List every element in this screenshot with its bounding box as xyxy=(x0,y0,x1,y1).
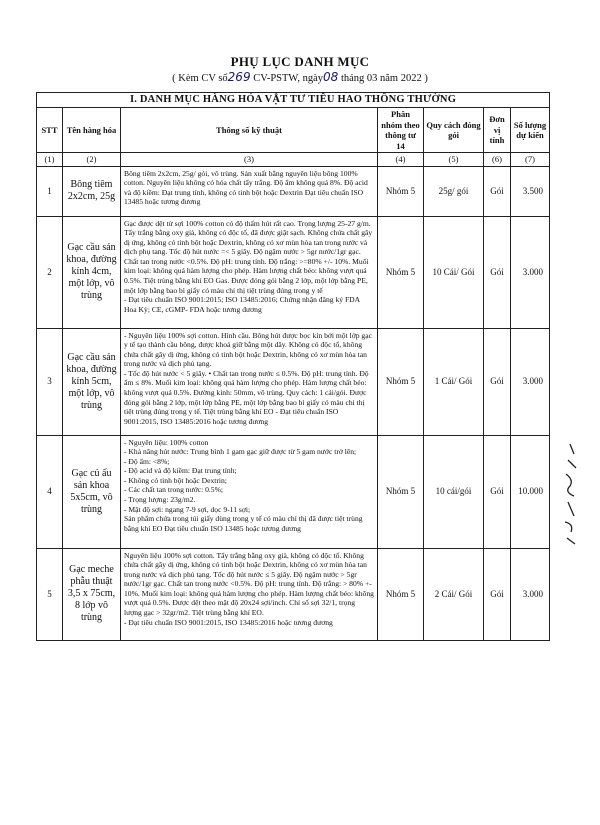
row-unit: Gói xyxy=(484,435,511,548)
row-stt: 1 xyxy=(37,166,63,216)
row-spec xyxy=(121,548,378,640)
spec-line: Sản phẩm chứa trong túi giấy dùng trong y tế có màu chỉ thị đã được tiệt trùng bằng khí EO Đạt tiêu chuẩn ISO 13485 hoặc tương đương xyxy=(124,514,363,533)
col-num: (5) xyxy=(424,153,484,167)
spec-line: - Đạt tiêu chuẩn ISO 9001:2015, ISO 13485:2016 hoặc tương đương xyxy=(124,617,333,627)
spec-line: - Không có tinh bột hoặc Dextrin; xyxy=(124,475,227,485)
subtitle-prefix: ( Kèm CV số xyxy=(172,73,228,84)
spec-line: - Đạt tiêu chuẩn ISO 9001:2015; ISO 13485:2016; Chứng nhận đăng ký FDA Hoa Kỳ; CE, cGMP- FDA hoặc tương đương xyxy=(124,295,360,314)
col-num: (1) xyxy=(37,153,63,167)
spec-line: - Trọng lượng: 23g/m2. xyxy=(124,495,196,505)
spec-line: - Nguyên liệu 100% sợi cotton. Hình cầu. Bông hút được bọc kín bởi một lớp gạc y tế tạo thành cầu bông, được khoá giữ bằng một dây. Không có độc tố, không chứa chất gây dị ứng, không có tinh bột hoặc Dextrin, không có xơ mùn hòa tan trong nước và dịch phủ tạng. xyxy=(124,330,372,369)
page-subtitle xyxy=(0,70,600,84)
table-row xyxy=(37,216,550,328)
goods-table xyxy=(36,92,550,641)
page-title: PHỤ LỤC DANH MỤC xyxy=(230,54,370,69)
col-num: (6) xyxy=(484,153,511,167)
row-name: Bông tiêm 2x2cm, 25g xyxy=(63,166,121,216)
row-group: Nhóm 5 xyxy=(378,548,424,640)
row-pack: 1 Cái/ Gói xyxy=(424,328,484,435)
col-num: (4) xyxy=(378,153,424,167)
row-group: Nhóm 5 xyxy=(378,328,424,435)
row-spec xyxy=(121,328,378,435)
row-stt: 2 xyxy=(37,216,63,328)
section-title: I. DANH MỤC HÀNG HÓA VẬT TƯ TIÊU HAO THÔNG THƯỜNG xyxy=(37,93,550,108)
spec-line: - Mật độ sợi: ngang 7-9 sợi, dọc 9-11 sợi; xyxy=(124,504,251,514)
row-group: Nhóm 5 xyxy=(378,216,424,328)
spec-line: - Độ ẩm: <8%; xyxy=(124,456,170,466)
col-num: (3) xyxy=(121,153,378,167)
row-spec xyxy=(121,166,378,216)
row-name: Gạc củ ấu sản khoa 5x5cm, vô trùng xyxy=(63,435,121,548)
row-unit: Gói xyxy=(484,216,511,328)
row-stt: 4 xyxy=(37,435,63,548)
row-qty: 3.500 xyxy=(511,166,550,216)
row-unit: Gói xyxy=(484,166,511,216)
header-row xyxy=(37,108,550,153)
row-pack: 2 Cái/ Gói xyxy=(424,548,484,640)
subtitle-mid: CV-PSTW, ngày xyxy=(253,73,324,84)
spec-line: Bông tiêm 2x2cm, 25g/ gói, vô trùng. Sản xuất bằng nguyên liệu bông 100% cotton. Nguyên liệu không có hóa chất tẩy trắng. Độ ẩm không quá 8%. Độ acid và độ kiềm: Đạt trung tính, không có tinh bột hoặc Dextrin Đạt tiêu chuẩn ISO 13485 hoặc tương đương xyxy=(124,168,368,207)
row-unit: Gói xyxy=(484,328,511,435)
row-pack: 10 cái/gói xyxy=(424,435,484,548)
row-unit: Gói xyxy=(484,548,511,640)
spec-line: - Các chất tan trong nước: 0.5%; xyxy=(124,485,224,495)
table-row xyxy=(37,548,550,640)
table-row xyxy=(37,328,550,435)
row-qty: 10.000 xyxy=(511,435,550,548)
row-spec xyxy=(121,216,378,328)
header-group: Phân nhóm theo thông tư 14 xyxy=(378,108,424,153)
section-row xyxy=(37,93,550,108)
spec-line: Nguyên liệu 100% sợi cotton. Tẩy trắng bằng oxy già, không có độc tố. Không chứa chất gây dị ứng, không có tinh bột hoặc Dextrin, không có xơ mùn hòa tan trong nước và dịch phủ tạng. Tốc độ hút nước ≤ 5 giây. Độ ngậm nước > 5gr nước/1gr gạc. Chất tan trong nước <0.5%. Độ pH: trung tính. Độ trắng: > 80% +- 10%. Muối kim loại: không quá hàm lượng cho phép. Hàm lượng chất béo: không vượt quá 0.5%. Được dệt theo mật độ 20x24 sợi/inch. Chỉ số sợi 32/1, trọng lượng gạc > 32gr/m2. Tiệt trùng bằng khí EO. xyxy=(124,550,374,618)
row-pack: 10 Cái/ Gói xyxy=(424,216,484,328)
row-name: Gạc cầu sản khoa, đường kính 5cm, một lớp, vô trùng xyxy=(63,328,121,435)
header-name: Tên hàng hóa xyxy=(63,108,121,153)
header-stt: STT xyxy=(37,108,63,153)
subtitle-suffix: tháng 03 năm 2022 ) xyxy=(340,73,428,84)
header-spec: Thông số kỹ thuật xyxy=(121,108,378,153)
cv-number: 269 xyxy=(227,70,251,84)
spec-line: - Tốc độ hút nước < 5 giây. • Chất tan trong nước ≤ 0.5%. Độ pH: trung tính. Độ ẩm ≤ 8%. Muối kim loại: không quá hàm lượng cho phép. Hàm lượng chất béo: không vượt quá 0.5%. Đường kính: 50mm, vô trùng. Quy cách: 1 cái/gói. Được đóng gói bằng 2 lớp, một lớp bằng PE, một lớp bằng bao bì giấy có màu chỉ thị tiệt trùng đúng trong y tế. Tiệt trùng bằng khí EO - Đạt tiêu chuẩn ISO 9001:2015, ISO 13485:2016 hoặc tương đương xyxy=(124,368,369,426)
row-stt: 5 xyxy=(37,548,63,640)
handwritten-margin-mark xyxy=(556,440,586,550)
header-qty: Số lượng dự kiến xyxy=(511,108,550,153)
row-qty: 3.000 xyxy=(511,328,550,435)
row-qty: 3.000 xyxy=(511,216,550,328)
table-row xyxy=(37,435,550,548)
col-num: (2) xyxy=(63,153,121,167)
column-number-row xyxy=(37,153,550,167)
spec-line: - Nguyên liệu: 100% cotton xyxy=(124,437,209,447)
day: 08 xyxy=(323,70,339,84)
spec-line: - Độ acid và độ kiềm: Đạt trung tính; xyxy=(124,466,237,476)
row-qty: 3.000 xyxy=(511,548,550,640)
header-unit: Đơn vị tính xyxy=(484,108,511,153)
row-name: Gạc cầu sản khoa, đường kính 4cm, một lớp, vô trùng xyxy=(63,216,121,328)
row-pack: 25g/ gói xyxy=(424,166,484,216)
spec-line: Gạc được dệt từ sợi 100% cotton có độ thấm hút rất cao. Trọng lượng 25-27 g/m. Tẩy trắng bằng oxy già, không có độc tố, đã được giặt sạch. Không chứa chất gây dị ứng, không có tinh bột hoặc Dextrin, không có xơ mùn hòa tan trong nước và dịch phụ tang. Tốc độ hút nước =< 5 giây. Độ ngậm nước > 5gr nước/1gr gạc. Chất tan trong nước <0.5%. Độ pH: trung tính. Độ trắng: >=80% +/- 10%. Muối kim loại: không quá hàm lượng cho phép. Hàm lượng chất béo: không vượt quá 0.5%. Tiệt trùng bằng khí EO Gas. Được đóng gói bằng 2 lớp, một lớp bằng PE, một lớp bằng bao bì giấy có màu chỉ thị tiệt trùng đúng trong y tế xyxy=(124,218,373,295)
row-name: Gạc meche phẫu thuật 3,5 x 75cm, 8 lớp vô trùng xyxy=(63,548,121,640)
row-stt: 3 xyxy=(37,328,63,435)
col-num: (7) xyxy=(511,153,550,167)
spec-line: - Khả năng hút nước: Trung bình 1 gam gạc giữ được từ 5 gam nước trở lên; xyxy=(124,447,357,457)
row-group: Nhóm 5 xyxy=(378,166,424,216)
row-group: Nhóm 5 xyxy=(378,435,424,548)
header-pack: Quy cách đóng gói xyxy=(424,108,484,153)
row-spec xyxy=(121,435,378,548)
table-row xyxy=(37,166,550,216)
